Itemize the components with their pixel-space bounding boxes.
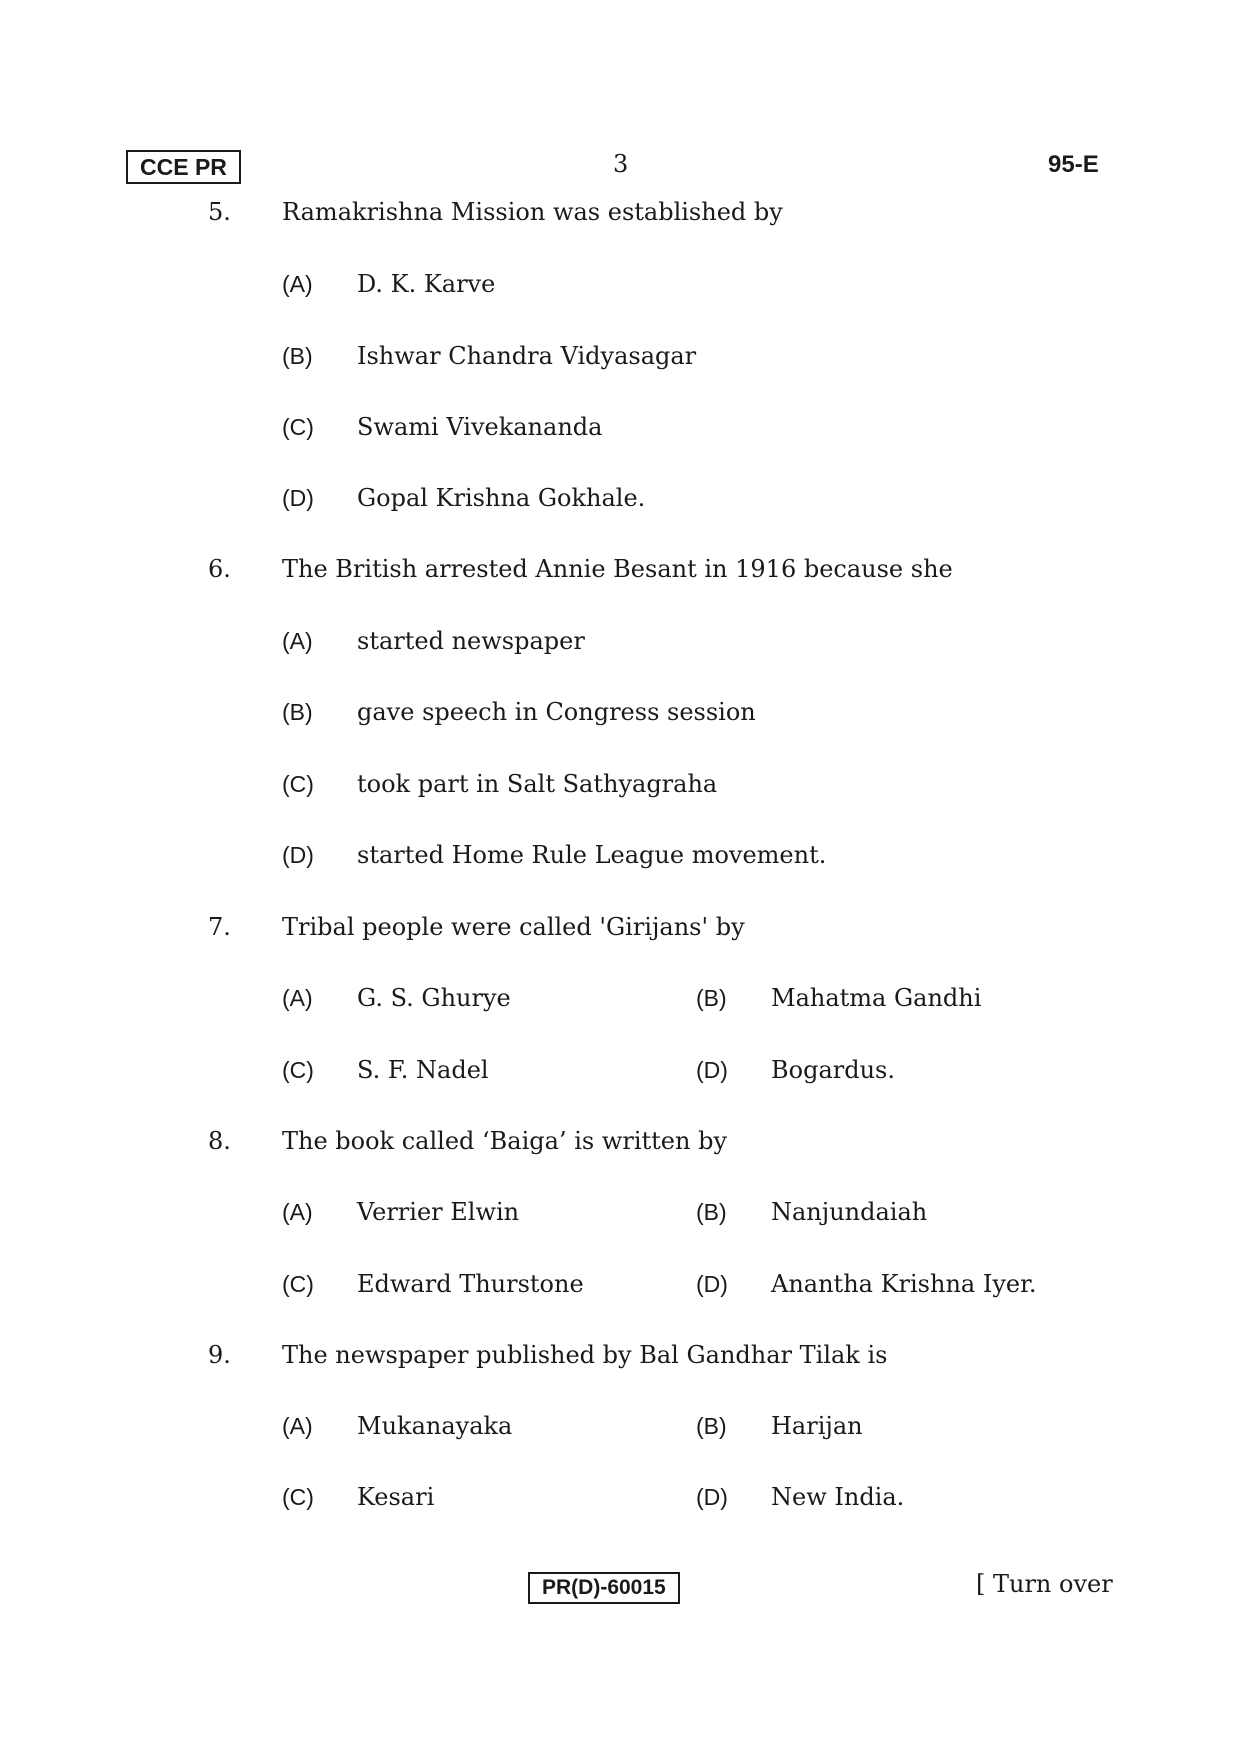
option-label: (B) <box>282 699 313 725</box>
option-label: (A) <box>282 1413 313 1439</box>
question-number: 8. <box>208 1127 231 1155</box>
question-text: The book called ‘Baiga’ is written by <box>282 1127 728 1155</box>
option-text: Mahatma Gandhi <box>771 984 982 1012</box>
option-label: (C) <box>282 1484 314 1510</box>
option-label: (B) <box>696 1199 727 1225</box>
option-text: Harijan <box>771 1412 863 1440</box>
option-text: Mukanayaka <box>357 1412 513 1440</box>
page-number: 3 <box>613 150 629 178</box>
option-text: Kesari <box>357 1483 435 1511</box>
option-label: (C) <box>282 771 314 797</box>
footer-code: PR(D)-60015 <box>528 1572 680 1604</box>
option-text: Swami Vivekananda <box>357 413 603 441</box>
question-text: The British arrested Annie Besant in 1916 because she <box>282 555 953 583</box>
option-label: (B) <box>696 1413 727 1439</box>
option-text: G. S. Ghurye <box>357 984 511 1012</box>
option-text: D. K. Karve <box>357 270 496 298</box>
question-number: 9. <box>208 1341 231 1369</box>
option-text: gave speech in Congress session <box>357 698 756 726</box>
option-text: took part in Salt Sathyagraha <box>357 770 718 798</box>
option-label: (B) <box>696 985 727 1011</box>
option-label: (C) <box>282 1271 314 1297</box>
option-label: (C) <box>282 1057 314 1083</box>
option-text: started Home Rule League movement. <box>357 841 827 869</box>
option-label: (D) <box>696 1484 728 1510</box>
header-left-code: CCE PR <box>126 150 241 184</box>
question-number: 5. <box>208 198 231 226</box>
option-text: Nanjundaiah <box>771 1198 928 1226</box>
option-text: New India. <box>771 1483 905 1511</box>
option-label: (B) <box>282 343 313 369</box>
option-label: (D) <box>282 842 314 868</box>
option-text: Bogardus. <box>771 1056 895 1084</box>
question-number: 7. <box>208 913 231 941</box>
option-label: (D) <box>696 1057 728 1083</box>
option-label: (A) <box>282 1199 313 1225</box>
question-number: 6. <box>208 555 231 583</box>
option-text: started newspaper <box>357 627 585 655</box>
option-text: Anantha Krishna Iyer. <box>771 1270 1037 1298</box>
question-text: Tribal people were called 'Girijans' by <box>282 913 745 941</box>
option-text: Gopal Krishna Gokhale. <box>357 484 646 512</box>
question-text: Ramakrishna Mission was established by <box>282 198 783 226</box>
question-text: The newspaper published by Bal Gandhar Tilak is <box>282 1341 888 1369</box>
header-right-code: 95-E <box>1048 151 1099 178</box>
option-label: (D) <box>696 1271 728 1297</box>
option-text: S. F. Nadel <box>357 1056 489 1084</box>
turn-over-note: [ Turn over <box>976 1570 1113 1598</box>
option-text: Verrier Elwin <box>357 1198 520 1226</box>
option-label: (D) <box>282 485 314 511</box>
option-label: (A) <box>282 985 313 1011</box>
option-text: Edward Thurstone <box>357 1270 584 1298</box>
option-label: (A) <box>282 628 313 654</box>
option-label: (A) <box>282 271 313 297</box>
option-label: (C) <box>282 414 314 440</box>
option-text: Ishwar Chandra Vidyasagar <box>357 342 697 370</box>
